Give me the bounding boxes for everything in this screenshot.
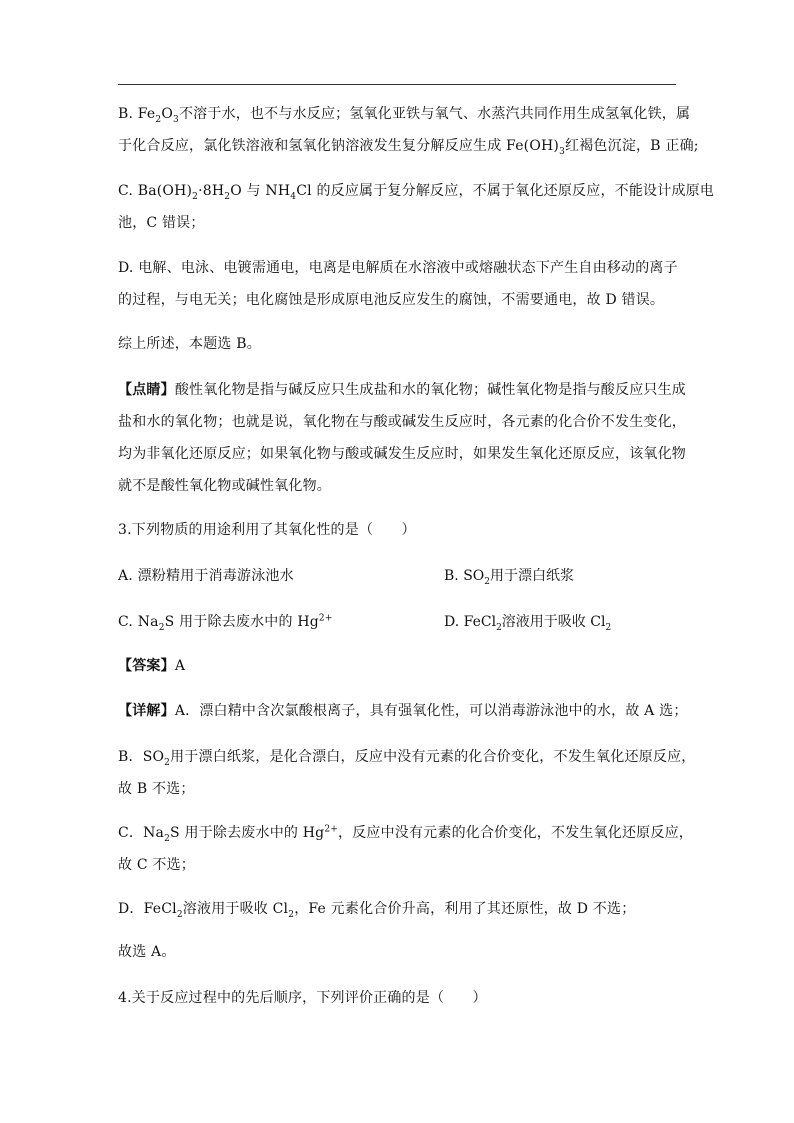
detail-b-line1: B．$SO_2$用于漂白纸浆，是化合漂白，反应中没有元素的化合价变化，不发生氧化还原反应， bbox=[118, 749, 696, 768]
question3-option-b: B. $SO_2$用于漂白纸浆 bbox=[444, 568, 574, 587]
detail-c-line1: C．$Na_2S$ 用于除去废水中的 $Hg^{2+}$，反应中没有元素的化合价变化，不发生氧化还原反应， bbox=[118, 824, 693, 844]
answer-label: 【答案】 bbox=[118, 658, 175, 674]
tip-line3: 均为非氧化还原反应；如果氧化物与酸或碱发生反应时，如果发生氧化还原反应，该氧化物 bbox=[118, 446, 686, 462]
question3-option-a: A. 漂粉精用于消毒游泳池水 bbox=[118, 568, 294, 584]
answer-line bbox=[118, 656, 185, 676]
paragraph-d-line2: 的过程，与电无关；电化腐蚀是形成原电池反应发生的腐蚀，不需要通电，故 D 错误。 bbox=[118, 292, 665, 308]
paragraph-b-line1: B. $Fe_2O_3$不溶于水，也不与水反应；氢氧化亚铁与氧气、水蒸汽共同作用生成氢氧化铁，属 bbox=[118, 106, 691, 125]
detail-a: 【详解】A．漂白精中含次氯酸根离子，具有强氧化性，可以消毒游泳池中的水，故 A 选； bbox=[118, 703, 688, 719]
question3-option-c: C. $Na_2S$ 用于除去废水中的 $Hg^{2+}$ bbox=[118, 613, 333, 633]
detail-c-line2: 故 C 不选； bbox=[118, 857, 196, 873]
tip-label: 【点睛】 bbox=[118, 382, 175, 398]
paragraph-d-line1: D. 电解、电泳、电镀需通电，电离是电解质在水溶液中或熔融状态下产生自由移动的离子 bbox=[118, 260, 678, 276]
detail-label: 【详解】 bbox=[118, 703, 175, 719]
conclusion-text: 故选 A。 bbox=[118, 944, 176, 960]
question3-stem: 3.下列物质的用途利用了其氧化性的是（ ） bbox=[118, 522, 416, 538]
question4-stem: 4.关于反应过程中的先后顺序，下列评价正确的是（ ） bbox=[118, 990, 487, 1006]
detail-b-line2: 故 B 不选； bbox=[118, 781, 195, 797]
tip-line4: 就不是酸性氧化物或碱性氧化物。 bbox=[118, 478, 331, 494]
detail-d: D．FeCl$_2$溶液用于吸收 $Cl_2$，Fe 元素化合价升高，利用了其还原性，故 D 不选； bbox=[118, 901, 636, 920]
paragraph-b-line2: 于化合反应，氯化铁溶液和氢氧化钠溶液发生复分解反应生成 $Fe(OH)_3$红褐色沉淀，B 正确; bbox=[118, 138, 699, 157]
answer-value: A bbox=[174, 658, 186, 674]
paragraph-c-line1: C. $Ba(OH)_2\cdot 8H_2O$ 与 $NH_4Cl$ 的反应属于复分解反应，不属于氧化还原反应，不能设计成原电 bbox=[118, 183, 715, 202]
paragraph-c-line2: 池，C 错误； bbox=[118, 215, 205, 231]
header-rule bbox=[118, 84, 676, 85]
tip-line1: 【点睛】酸性氧化物是指与碱反应只生成盐和水的氧化物；碱性氧化物是指与酸反应只生成 bbox=[118, 382, 687, 398]
tip-line2: 盐和水的氧化物；也就是说，氧化物在与酸或碱发生反应时，各元素的化合价不发生变化， bbox=[118, 414, 686, 430]
summary-text: 综上所述，本题选 B。 bbox=[118, 336, 261, 352]
question3-option-d: D. FeCl$_2$溶液用于吸收 $Cl_2$ bbox=[444, 614, 612, 633]
